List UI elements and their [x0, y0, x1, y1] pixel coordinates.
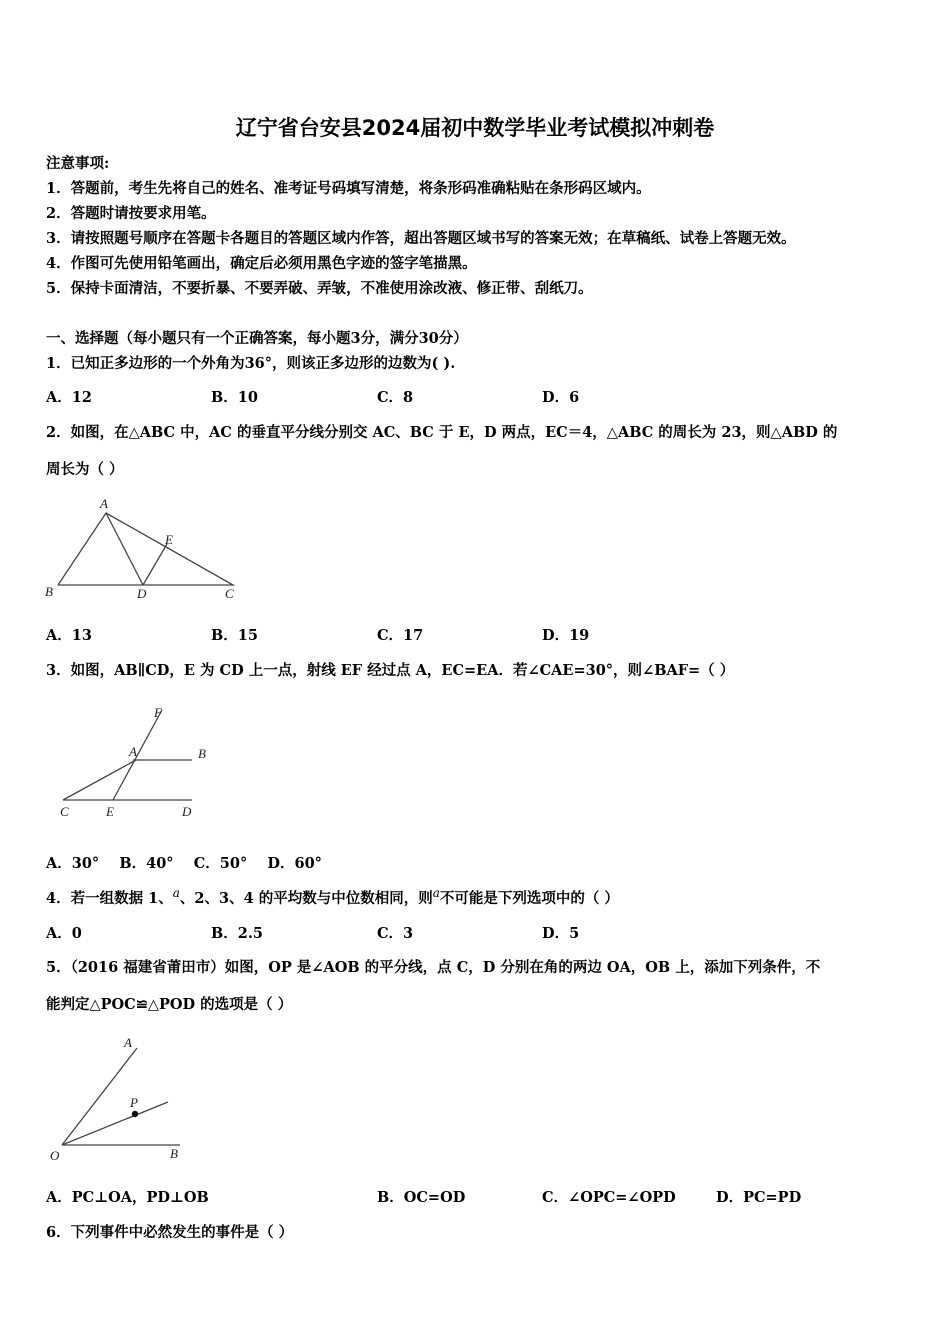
q4-option-b: B．2.5 — [211, 925, 263, 942]
notice-item-5: 5．保持卡面清洁，不要折暴、不要弄破、弄皱，不准使用涂改液、修正带、刮纸刀。 — [46, 280, 593, 297]
q5-option-d: D．PC=PD — [716, 1189, 802, 1206]
segment-de — [143, 544, 167, 585]
q1-option-b: B．10 — [211, 389, 258, 406]
q1-option-c: C．8 — [377, 389, 414, 406]
label-p: P — [130, 1095, 138, 1110]
q3-options: A．30° B．40° C．50° D．60° — [46, 855, 322, 872]
question-5-line-1: 5．（2016 福建省莆田市）如图，OP 是∠AOB 的平分线，点 C，D 分别在角的两边 OA，OB 上，添加下列条件，不 — [46, 959, 821, 976]
label-a: A — [124, 1035, 132, 1050]
q4-text-mid: 、2、3、4 的平均数与中位数相同，则 — [179, 889, 433, 907]
q4-text-post: 不可能是下列选项中的（ ） — [439, 889, 619, 907]
q4-option-d: D．5 — [542, 925, 580, 942]
point-p — [132, 1111, 138, 1117]
question-6-text: 6．下列事件中必然发生的事件是（ ） — [46, 1224, 294, 1241]
section-heading: 一、选择题（每小题只有一个正确答案，每小题3分，满分30分） — [46, 330, 468, 347]
q3-parallel-lines-figure — [50, 700, 220, 825]
label-e: E — [106, 804, 114, 819]
question-5-line-2: 能判定△POC≌△POD 的选项是（ ） — [46, 996, 293, 1013]
q2-option-b: B．15 — [211, 627, 258, 644]
label-b: B — [170, 1146, 178, 1161]
notice-item-2: 2．答题时请按要求用笔。 — [46, 205, 216, 222]
q2-option-d: D．19 — [542, 627, 590, 644]
q4-variable-a: a — [172, 886, 180, 900]
question-3-text: 3．如图，AB∥CD，E 为 CD 上一点，射线 EF 经过点 A，EC=EA．若∠CAE=30°，则∠BAF=（ ） — [46, 662, 735, 679]
question-2-line-2: 周长为（ ） — [46, 461, 124, 478]
question-1-text: 1．已知正多边形的一个外角为36°，则该正多边形的边数为( ). — [46, 355, 456, 372]
q4-option-c: C．3 — [377, 925, 414, 942]
notice-item-1: 1．答题前，考生先将自己的姓名、准考证号码填写清楚，将条形码准确粘贴在条形码区域内。 — [46, 180, 651, 197]
q5-option-b: B．OC=OD — [377, 1189, 466, 1206]
triangle-abc — [58, 513, 233, 585]
label-a: A — [100, 496, 108, 511]
label-f: F — [154, 705, 162, 720]
q1-option-a: A．12 — [46, 389, 92, 406]
segment-ca — [63, 760, 136, 800]
q4-variable-a-2: a — [432, 886, 440, 900]
label-a: A — [129, 744, 137, 759]
label-b: B — [45, 584, 53, 599]
q2-option-a: A．13 — [46, 627, 92, 644]
q5-option-a: A．PC⊥OA，PD⊥OB — [46, 1189, 209, 1206]
label-d: D — [137, 586, 147, 601]
label-o: O — [50, 1148, 60, 1163]
q2-triangle-figure — [40, 492, 250, 607]
label-e: E — [165, 532, 173, 547]
notice-item-3: 3．请按照题号顺序在答题卡各题目的答题区域内作答，超出答题区域书写的答案无效；在草稿纸、试卷上答题无效。 — [46, 230, 796, 247]
label-c: C — [225, 586, 234, 601]
label-d: D — [182, 804, 192, 819]
q4-text-pre: 4．若一组数据 1、 — [46, 889, 173, 907]
question-2-line-1: 2．如图，在△ABC 中，AC 的垂直平分线分别交 AC、BC 于 E，D 两点，EC＝4，△ABC 的周长为 23，则△ABD 的 — [46, 424, 838, 441]
q5-angle-bisector-figure — [40, 1030, 200, 1170]
notice-heading: 注意事项: — [46, 155, 110, 172]
q4-option-a: A．0 — [46, 925, 82, 942]
label-b: B — [198, 746, 206, 761]
q5-option-c: C．∠OPC=∠OPD — [542, 1189, 676, 1206]
notice-item-4: 4．作图可先使用铅笔画出，确定后必须用黑色字迹的签字笔描黑。 — [46, 255, 477, 272]
q1-option-d: D．6 — [542, 389, 580, 406]
q2-option-c: C．17 — [377, 627, 424, 644]
ray-ef — [113, 710, 162, 800]
page-title: 辽宁省台安县2024届初中数学毕业考试模拟冲刺卷 — [235, 116, 715, 140]
label-c: C — [60, 804, 69, 819]
question-4-text — [46, 886, 619, 908]
